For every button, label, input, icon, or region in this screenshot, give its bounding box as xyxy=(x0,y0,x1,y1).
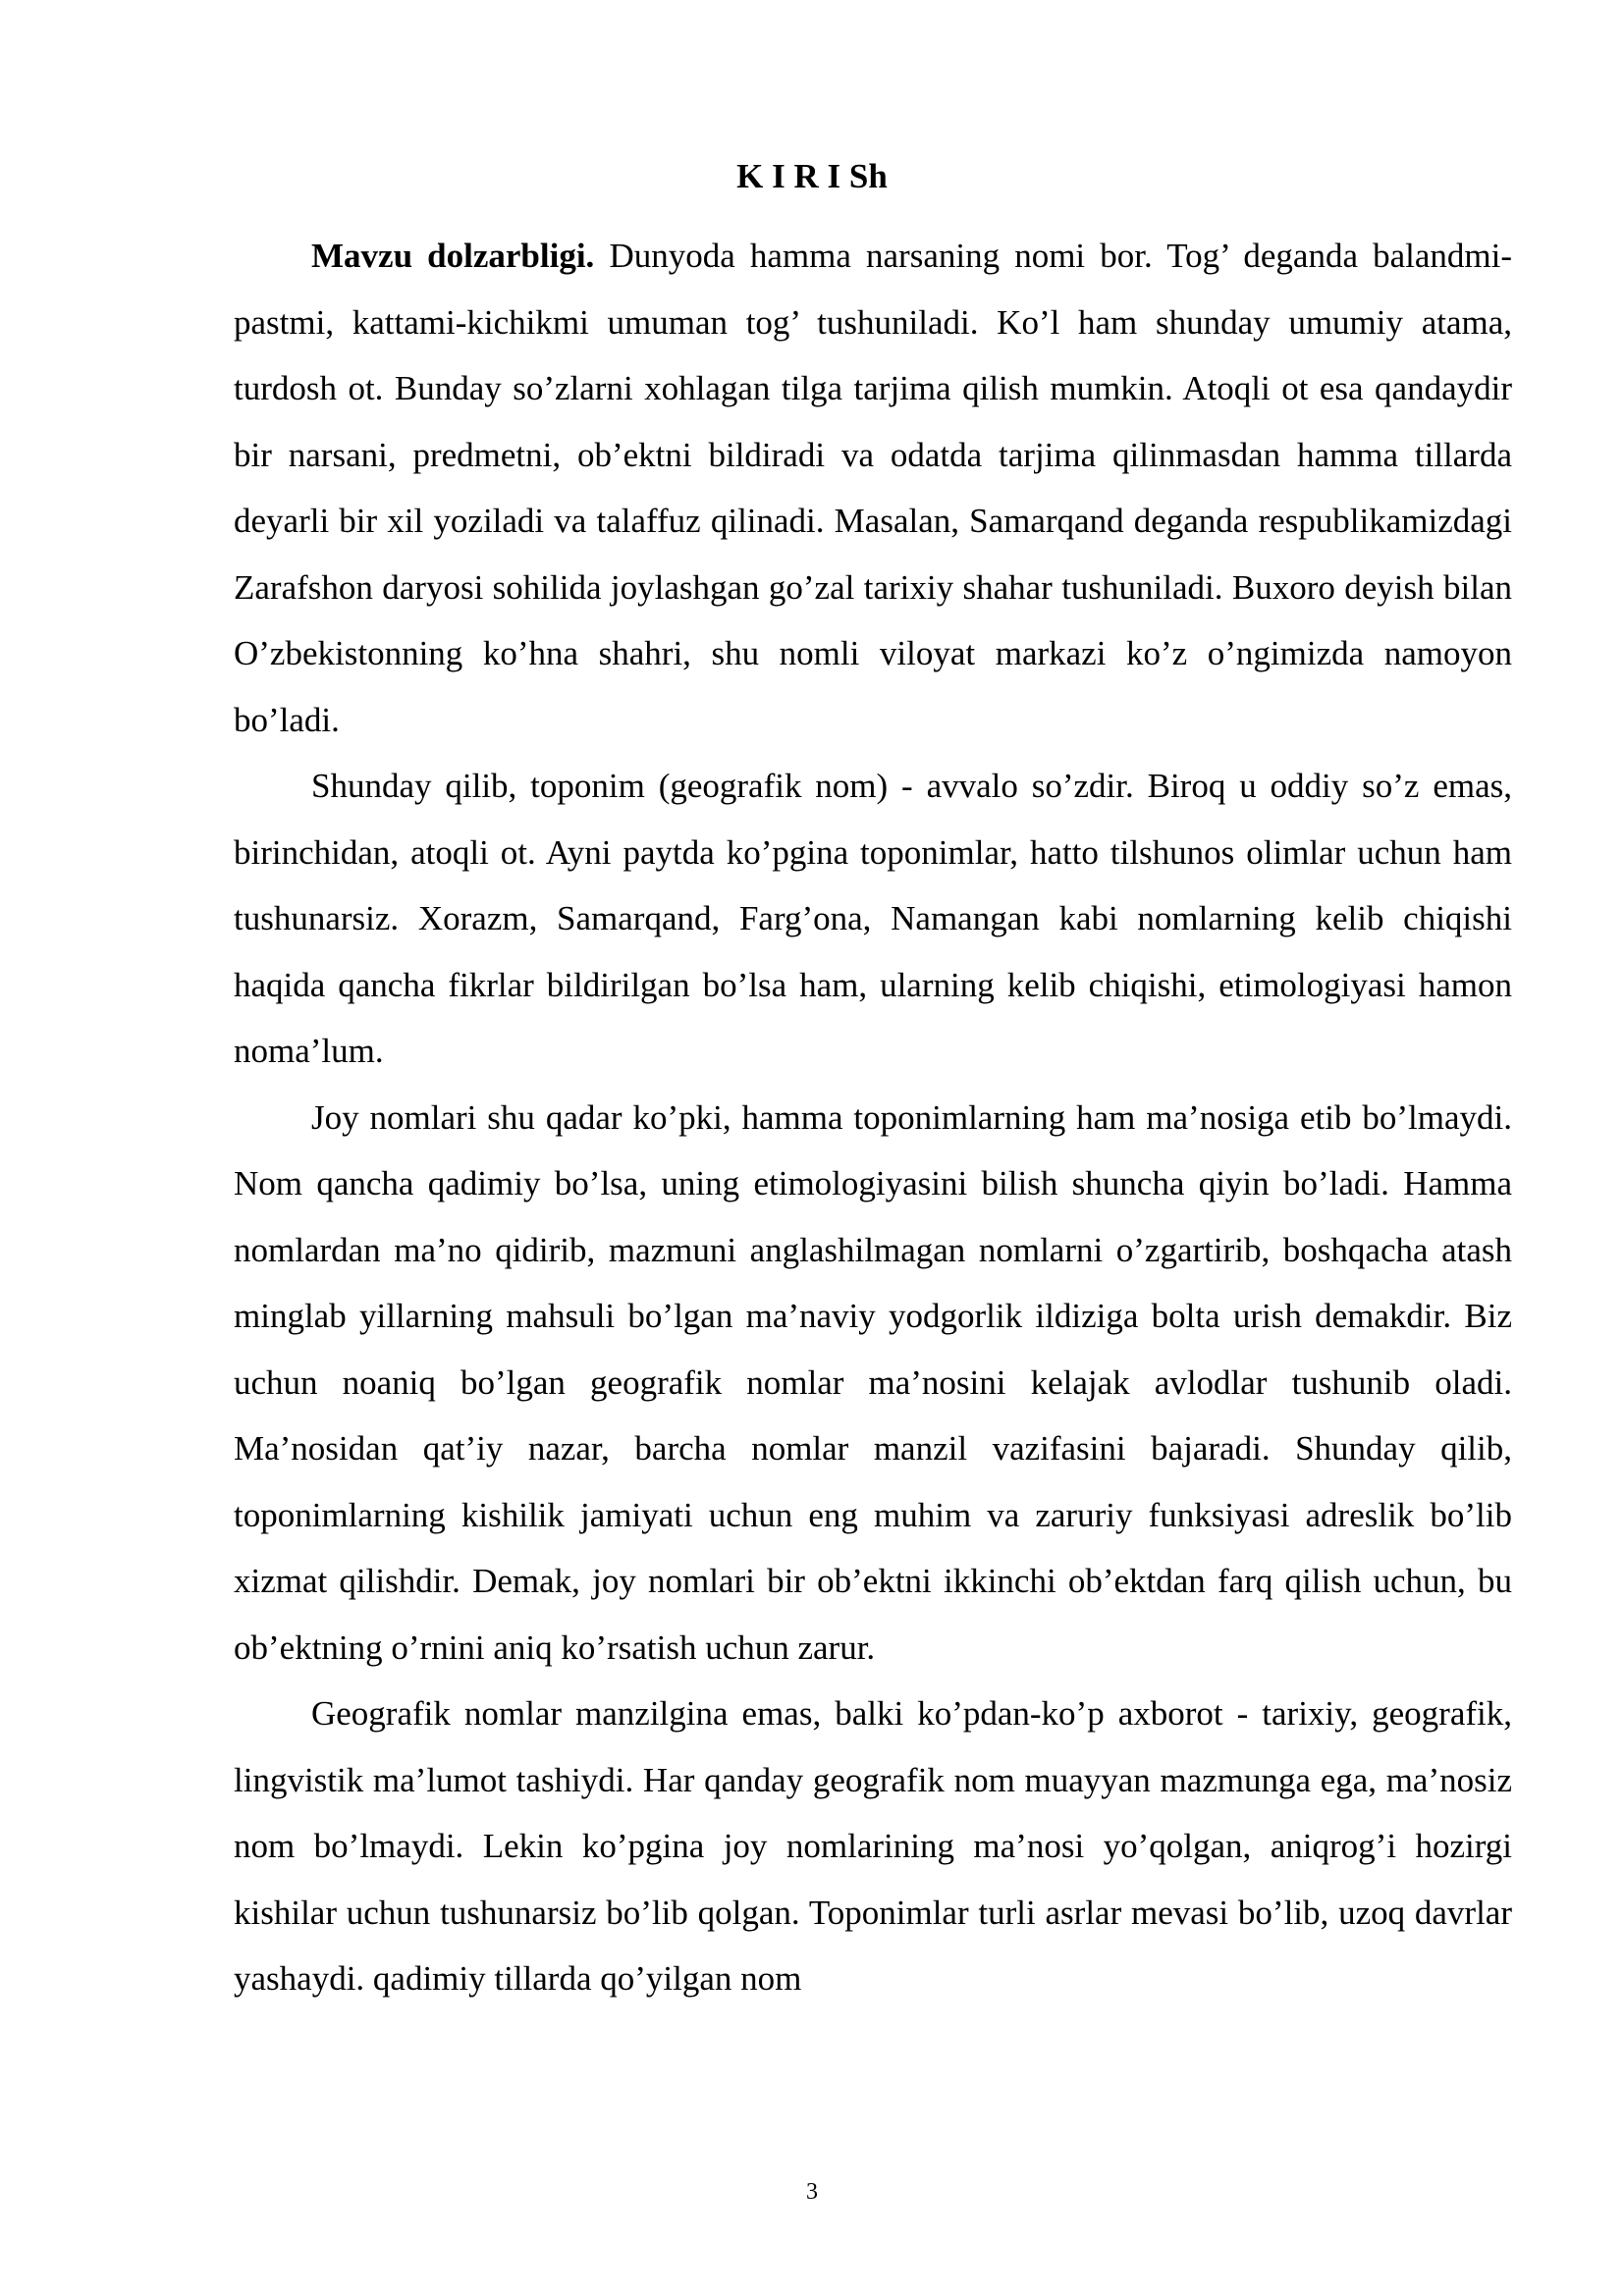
paragraph-text: Geografik nomlar manzilgina emas, balki ko’pdan-ko’p axborot - tarixiy, geografik, lingvistik ma’lumot tashiydi. Har qanday geografik nom muayyan mazmunga ega, ma’nosiz nom bo’lmaydi. Lekin ko’pgina joy nomlarining ma’nosi yo’qolgan, aniqrog’i hozirgi kishilar uchun tushunarsiz bo’lib qolgan. Toponimlar turli asrlar mevasi bo’lib, uzoq davrlar yashaydi. qadimiy tillarda qo’yilgan nom xyxy=(234,1694,1512,1998)
page-number: 3 xyxy=(806,2179,818,2205)
section-heading: K I R I Sh xyxy=(736,157,888,195)
paragraph-place-names xyxy=(234,1085,1512,1682)
paragraph-geographic-names xyxy=(234,1681,1512,2012)
paragraph-text: Joy nomlari shu qadar ko’pki, hamma toponimlarning ham ma’nosiga etib bo’lmaydi. Nom qancha qadimiy bo’lsa, uning etimologiyasini bilish shuncha qiyin bo’ladi. Hamma nomlardan ma’no qidirib, mazmuni anglashilmagan nomlarni o’zgartirib, boshqacha atash minglab yillarning mahsuli bo’lgan ma’naviy yodgorlik ildiziga bolta urish demakdir. Biz uchun noaniq bo’lgan geografik nomlar ma’nosini kelajak avlodlar tushunib oladi. Ma’nosidan qat’iy nazar, barcha nomlar manzil vazifasini bajaradi. Shunday qilib, toponimlarning kishilik jamiyati uchun eng muhim va zaruriy funksiyasi adreslik bo’lib xizmat qilishdir. Demak, joy nomlari bir ob’ektni ikkinchi ob’ektdan farq qilish uchun, bu ob’ektning o’rnini aniq ko’rsatish uchun zarur. xyxy=(234,1097,1512,1667)
paragraph-text: Dunyoda hamma narsaning nomi bor. Tog’ deganda balandmi-pastmi, kattami-kichikmi umuman tog’ tushuniladi. Ko’l ham shunday umumiy atama, turdosh ot. Bunday so’zlarni xohlagan tilga tarjima qilish mumkin. Atoqli ot esa qandaydir bir narsani, predmetni, ob’ektni bildiradi va odatda tarjima qilinmasdan hamma tillarda deyarli bir xil yoziladi va talaffuz qilinadi. Masalan, Samarqand deganda respublikamizdagi Zarafshon daryosi sohilida joylashgan go’zal tarixiy shahar tushuniladi. Buxoro deyish bilan O’zbekistonning ko’hna shahri, shu nomli viloyat markazi ko’z o’ngimizda namoyon bo’ladi. xyxy=(234,237,1512,739)
paragraph-relevance xyxy=(234,223,1512,753)
paragraph-toponym xyxy=(234,753,1512,1085)
body-text xyxy=(234,223,1512,2012)
paragraph-text: Shunday qilib, toponim (geografik nom) - avvalo so’zdir. Biroq u oddiy so’z emas, birinchidan, atoqli ot. Ayni paytda ko’pgina toponimlar, hatto tilshunos olimlar uchun ham tushunarsiz. Xorazm, Samarqand, Farg’ona, Namangan kabi nomlarning kelib chiqishi haqida qancha fikrlar bildirilgan bo’lsa ham, ularning kelib chiqishi, etimologiyasi hamon noma’lum. xyxy=(234,767,1512,1070)
paragraph-lead-bold: Mavzu dolzarbligi. xyxy=(311,237,595,275)
